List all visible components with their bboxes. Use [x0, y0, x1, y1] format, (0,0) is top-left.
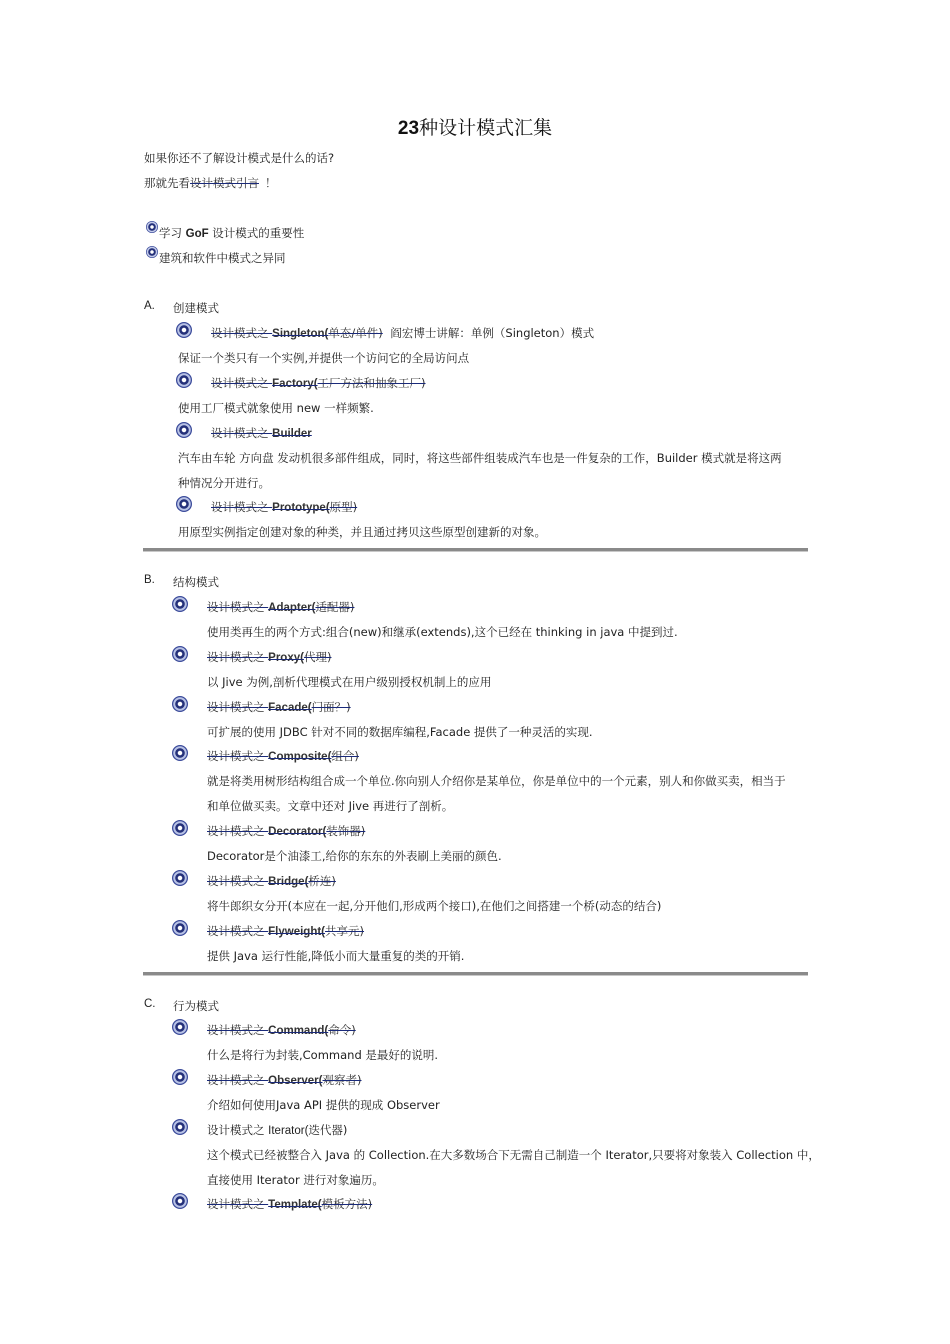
link-template-prefix: 设计模式之	[207, 1197, 269, 1211]
link-singleton-prefix: 设计模式之	[211, 326, 273, 340]
link-observer-cn: 观察者)	[322, 1073, 362, 1087]
link-flyweight[interactable]	[207, 923, 364, 939]
link-facade-cn: 门面？)	[311, 700, 351, 714]
link-facade-prefix: 设计模式之	[207, 700, 269, 714]
link-flyweight-en: Flyweight(	[268, 926, 326, 938]
bullet-icon	[176, 322, 192, 338]
bullet-icon	[172, 696, 188, 712]
link-command-cn: 命令)	[328, 1023, 356, 1037]
link-template-en: Template(	[268, 1199, 322, 1211]
bullet-icon	[172, 1019, 188, 1035]
intro-link[interactable]: 设计模式引言	[190, 176, 259, 190]
link-decorator-cn: 装饰器)	[326, 824, 366, 838]
desc-builder-1: 汽车由车轮 方向盘 发动机很多部件组成，同时，将这些部件组装成汽车也是一件复杂的工作，Builder 模式就是将这两	[178, 451, 782, 465]
bullet-icon	[172, 1069, 188, 1085]
link-singleton-extra: 阎宏博士讲解：单例（Singleton）模式	[390, 326, 595, 340]
section-c-title: 行为模式	[173, 999, 219, 1013]
link-adapter-prefix: 设计模式之	[207, 600, 269, 614]
desc-facade: 可扩展的使用 JDBC 针对不同的数据库编程,Facade 提供了一种灵活的实现.	[207, 725, 593, 739]
bullet-icon	[146, 246, 158, 258]
link-gof-importance[interactable]	[159, 225, 304, 241]
link-iterator[interactable]	[207, 1122, 347, 1138]
title-number: 23	[397, 118, 420, 139]
section-a-letter: A.	[144, 300, 155, 312]
link-adapter-en: Adapter(	[268, 602, 316, 614]
link-bridge[interactable]	[207, 873, 336, 889]
desc-command: 什么是将行为封装,Command 是最好的说明.	[207, 1048, 439, 1062]
link-bridge-prefix: 设计模式之	[207, 874, 269, 888]
bullet-icon	[176, 372, 192, 388]
section-b-title: 结构模式	[173, 575, 219, 589]
bullet-icon	[172, 646, 188, 662]
intro-suffix: ！	[265, 176, 277, 190]
link-proxy-prefix: 设计模式之	[207, 650, 269, 664]
section-c-letter: C.	[144, 998, 156, 1010]
link-command-prefix: 设计模式之	[207, 1023, 269, 1037]
link-composite-cn: 组合)	[331, 749, 359, 763]
link-proxy-cn: 代理)	[303, 650, 332, 664]
link-builder-en: Builder	[272, 428, 312, 440]
link-facade-en: Facade(	[268, 702, 312, 714]
link-command[interactable]	[207, 1022, 356, 1038]
bullet-icon	[172, 870, 188, 886]
intro-prefix: 那就先看	[144, 176, 190, 190]
link-builder[interactable]	[211, 425, 312, 441]
link-prototype-cn: 原型)	[329, 500, 358, 514]
intro-line-1: 如果你还不了解设计模式是什么的话?	[144, 151, 335, 165]
link-builder-prefix: 设计模式之	[211, 426, 273, 440]
link-decorator-prefix: 设计模式之	[207, 824, 269, 838]
link-arch-vs-software[interactable]: 建筑和软件中模式之异同	[159, 251, 286, 265]
bullet-icon	[176, 496, 192, 512]
link-flyweight-prefix: 设计模式之	[207, 924, 269, 938]
link-factory-prefix: 设计模式之	[211, 376, 273, 390]
link-iterator-cn: 迭代器)	[308, 1123, 348, 1137]
bullet-icon	[172, 920, 188, 936]
link-prototype-en: Prototype(	[272, 502, 330, 514]
link-singleton-en: Singleton(	[272, 328, 329, 340]
link-composite-en: Composite(	[268, 751, 332, 763]
link-bridge-cn: 桥连)	[308, 874, 336, 888]
link-composite[interactable]	[207, 748, 359, 764]
link-proxy[interactable]	[207, 649, 331, 665]
link-bridge-en: Bridge(	[268, 876, 309, 888]
section-divider	[143, 972, 808, 976]
bullet-icon	[172, 1119, 188, 1135]
link-observer-prefix: 设计模式之	[207, 1073, 269, 1087]
link-observer[interactable]	[207, 1072, 362, 1088]
desc-decorator: Decorator是个油漆工,给你的东东的外表刷上美丽的颜色.	[207, 849, 502, 863]
link-iterator-en: Iterator(	[268, 1125, 309, 1137]
link-template-cn: 模板方法)	[321, 1197, 373, 1211]
link-decorator-en: Decorator(	[268, 826, 327, 838]
section-a-title: 创建模式	[173, 301, 219, 315]
link-template[interactable]	[207, 1196, 372, 1212]
link-facade[interactable]	[207, 699, 351, 715]
link-gof-post: 设计模式的重要性	[208, 226, 305, 240]
bullet-icon	[176, 422, 192, 438]
link-flyweight-cn: 共享元)	[325, 924, 365, 938]
desc-composite-2: 和单位做买卖。文章中还对 Jive 再进行了剖析。	[207, 799, 454, 813]
intro-line-2	[144, 175, 277, 191]
link-gof-pre: 学习	[159, 226, 186, 240]
bullet-icon	[172, 745, 188, 761]
bullet-icon	[172, 596, 188, 612]
link-observer-en: Observer(	[268, 1075, 323, 1087]
link-adapter[interactable]	[207, 599, 354, 615]
desc-iterator-2: 直接使用 Iterator 进行对象遍历。	[207, 1173, 384, 1187]
desc-factory: 使用工厂模式就象使用 new 一样频繁.	[178, 401, 374, 415]
bullet-icon	[172, 820, 188, 836]
desc-iterator-1: 这个模式已经被整合入 Java 的 Collection.在大多数场合下无需自己制造一个 Iterator,只要将对象装入 Collection 中，	[207, 1148, 820, 1162]
link-factory[interactable]	[211, 375, 426, 391]
desc-prototype: 用原型实例指定创建对象的种类，并且通过拷贝这些原型创建新的对象。	[178, 525, 546, 539]
section-b-letter: B.	[144, 574, 155, 586]
desc-bridge: 将牛郎织女分开(本应在一起,分开他们,形成两个接口),在他们之间搭建一个桥(动态的结合)	[207, 899, 662, 913]
link-proxy-en: Proxy(	[268, 652, 304, 664]
link-factory-cn: 工厂方法和抽象工厂)	[317, 376, 426, 390]
bullet-icon	[146, 221, 158, 233]
link-singleton[interactable]	[211, 325, 594, 341]
link-gof-bold: GoF	[185, 228, 209, 240]
link-singleton-cn: 单态/单件)	[328, 326, 383, 340]
bullet-icon	[172, 1193, 188, 1209]
desc-adapter: 使用类再生的两个方式:组合(new)和继承(extends),这个已经在 thinking in java 中提到过.	[207, 625, 678, 639]
link-prototype-prefix: 设计模式之	[211, 500, 273, 514]
desc-singleton: 保证一个类只有一个实例,并提供一个访问它的全局访问点	[178, 351, 470, 365]
title-text: 种设计模式汇集	[419, 117, 553, 139]
desc-proxy: 以 Jive 为例,剖析代理模式在用户级别授权机制上的应用	[207, 675, 492, 689]
link-command-en: Command(	[268, 1025, 329, 1037]
link-adapter-cn: 适配器)	[315, 600, 355, 614]
desc-flyweight: 提供 Java 运行性能,降低小而大量重复的类的开销.	[207, 949, 465, 963]
link-iterator-prefix: 设计模式之	[207, 1123, 269, 1137]
page-title	[0, 113, 950, 140]
section-divider	[143, 548, 808, 552]
link-factory-en: Factory(	[272, 378, 318, 390]
desc-composite-1: 就是将类用树形结构组合成一个单位.你向别人介绍你是某单位，你是单位中的一个元素，别人和你做买卖，相当于	[207, 774, 786, 788]
link-composite-prefix: 设计模式之	[207, 749, 269, 763]
link-decorator[interactable]	[207, 823, 365, 839]
desc-builder-2: 种情况分开进行。	[178, 476, 270, 490]
link-prototype[interactable]	[211, 499, 357, 515]
desc-observer: 介绍如何使用Java API 提供的现成 Observer	[207, 1098, 440, 1112]
